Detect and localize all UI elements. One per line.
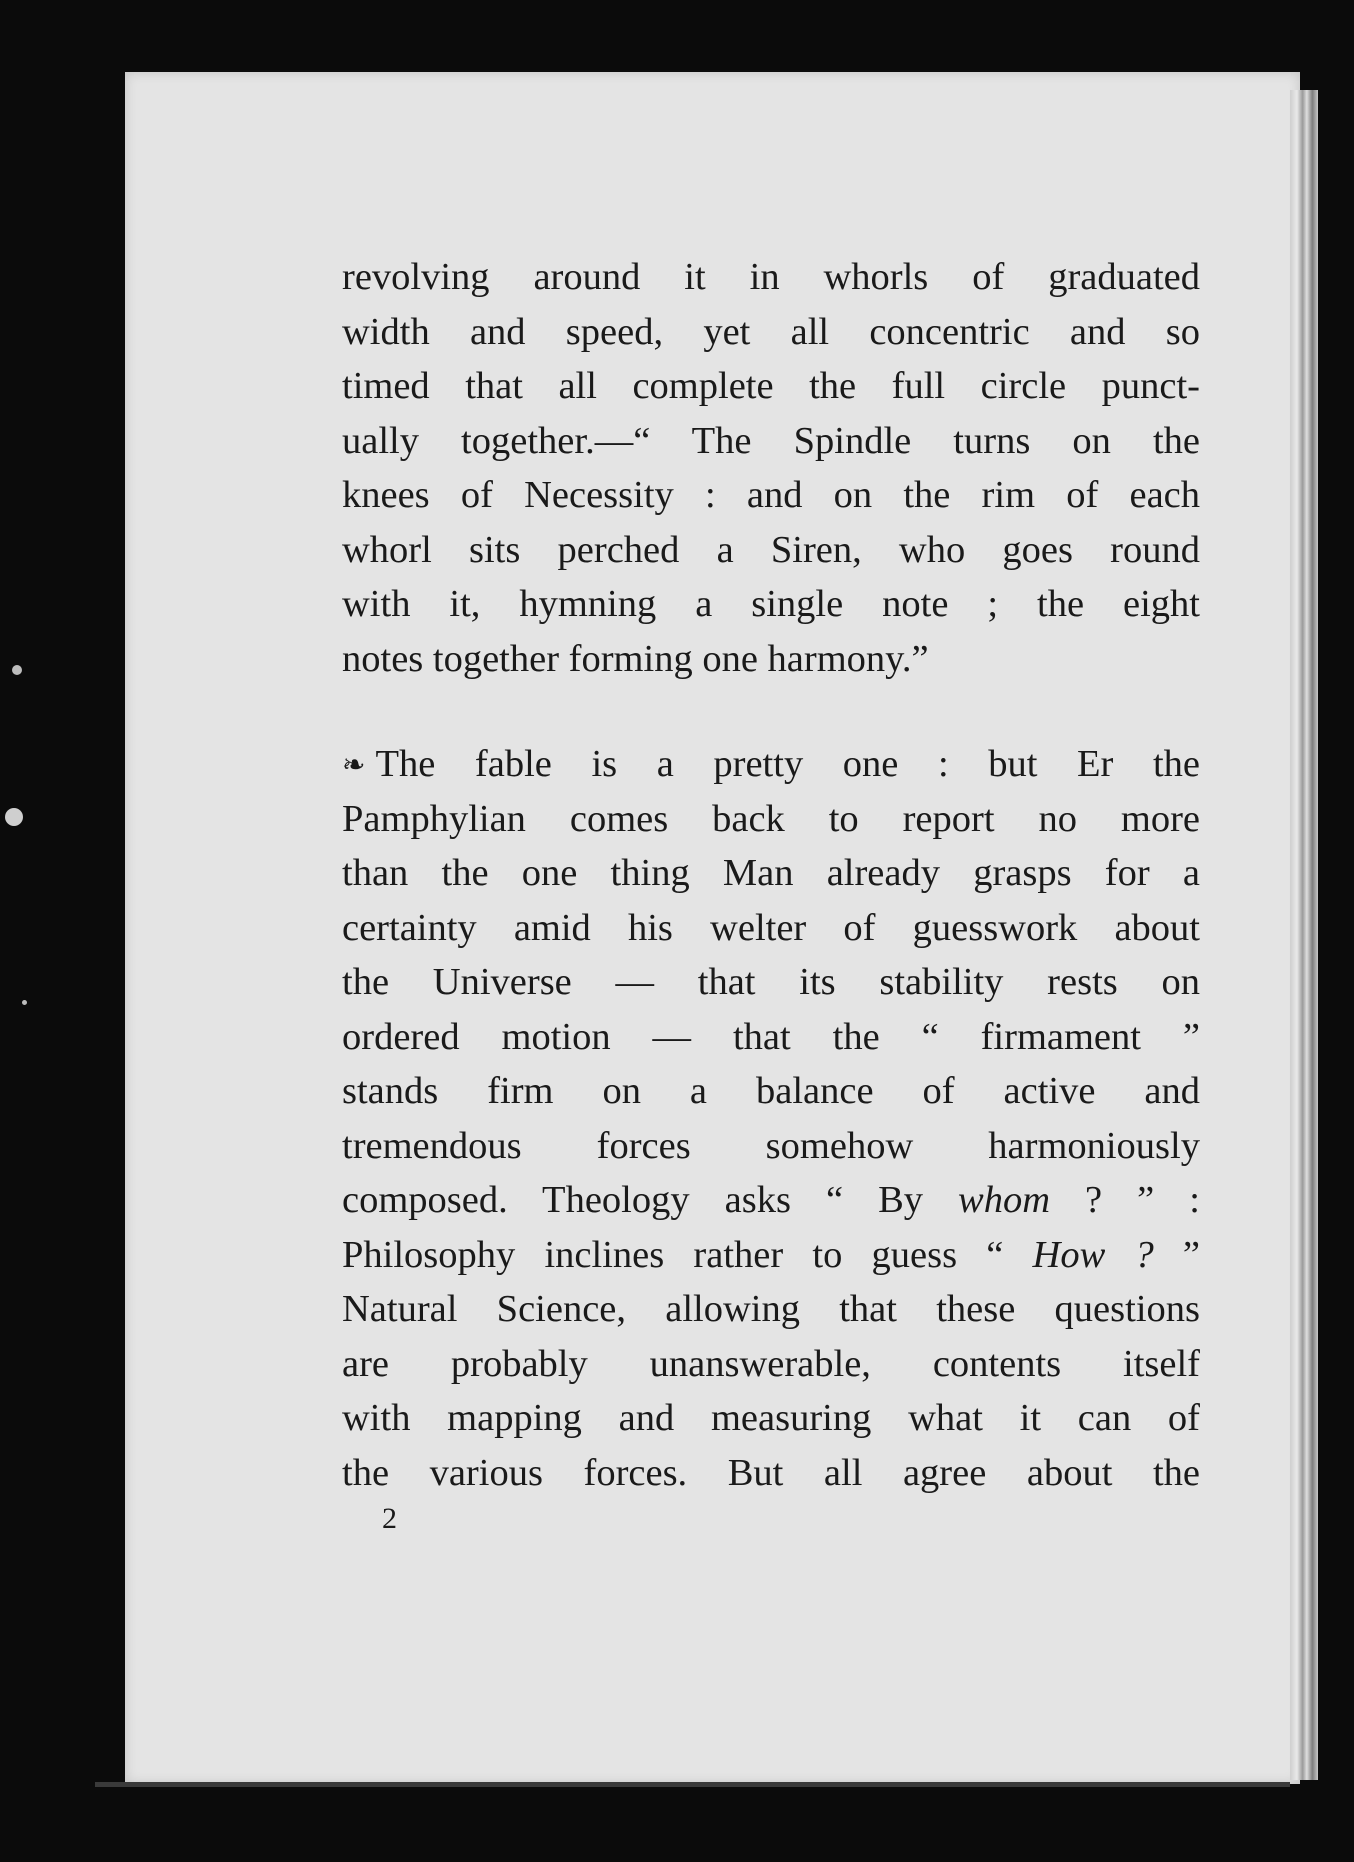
text-line: knees of Necessity : and on the rim of each bbox=[342, 474, 1200, 516]
text-line: notes together forming one harmony.” bbox=[342, 637, 929, 680]
text-line: width and speed, yet all concentric and so bbox=[342, 310, 1200, 353]
text-line-first bbox=[342, 737, 1200, 792]
fleuron-ornament-icon: ❧ bbox=[342, 748, 366, 781]
text-line: the various forces. But all agree about the bbox=[342, 1451, 1200, 1494]
italic-word: whom bbox=[958, 1179, 1051, 1221]
text-line: stands firm on a balance of active and bbox=[342, 1070, 1200, 1112]
text-segment: Philosophy inclines rather to guess “ bbox=[342, 1233, 1033, 1276]
text-line-content: The fable is a pretty one : but Er the bbox=[375, 743, 1200, 785]
text-line: Natural Science, allowing that these questions bbox=[342, 1288, 1200, 1330]
text-line: whorl sits perched a Siren, who goes round bbox=[342, 528, 1200, 571]
text-segment: ? ” : bbox=[1050, 1179, 1200, 1221]
text-segment: ” bbox=[1153, 1233, 1201, 1276]
text-segment: composed. Theology asks “ By bbox=[342, 1179, 959, 1221]
text-line: revolving around it in whorls of graduated bbox=[342, 256, 1200, 298]
paragraph-1 bbox=[342, 250, 1200, 686]
page-bottom-shadow bbox=[95, 1782, 1290, 1787]
text-line-with-italic bbox=[342, 1228, 1200, 1283]
text-line: ually together.—“ The Spindle turns on the bbox=[342, 419, 1200, 462]
text-line-with-italic bbox=[342, 1173, 1200, 1228]
text-line: timed that all complete the full circle punct- bbox=[342, 365, 1200, 407]
text-line: ordered motion — that the “ firmament ” bbox=[342, 1015, 1200, 1058]
page-number: 2 bbox=[382, 1502, 397, 1535]
paragraph-2 bbox=[342, 737, 1200, 1500]
italic-word: How ? bbox=[1032, 1233, 1154, 1276]
text-line: tremendous forces somehow harmoniously bbox=[342, 1124, 1200, 1167]
text-line: are probably unanswerable, contents itself bbox=[342, 1342, 1200, 1385]
page-stack-edge bbox=[1290, 90, 1318, 1780]
text-line: the Universe — that its stability rests on bbox=[342, 961, 1200, 1003]
text-line: with it, hymning a single note ; the eight bbox=[342, 583, 1200, 625]
text-line: Pamphylian comes back to report no more bbox=[342, 797, 1200, 840]
text-line: with mapping and measuring what it can of bbox=[342, 1397, 1200, 1439]
text-line: certainty amid his welter of guesswork about bbox=[342, 906, 1200, 949]
text-line: than the one thing Man already grasps for a bbox=[342, 852, 1200, 894]
